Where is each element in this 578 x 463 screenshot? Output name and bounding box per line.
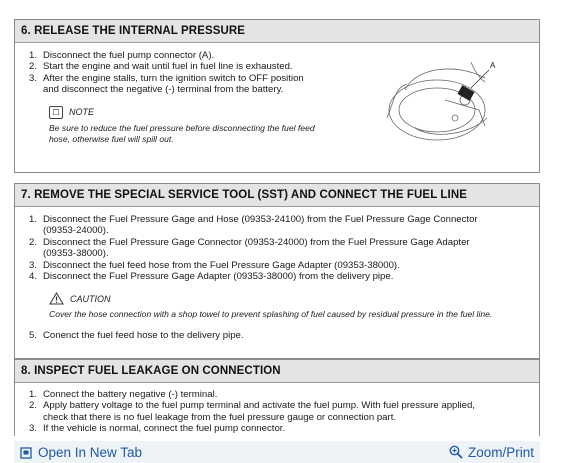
viewer-toolbar [14,441,540,463]
list-item: 5. Conenct the fuel feed hose to the delivery pipe. [29,330,244,342]
step-list [15,389,539,435]
list-item: 3. After the engine stalls, turn the ignition switch to OFF position and disconnect the negative (-) terminal from the battery. [29,72,304,96]
open-in-new-tab-label: Open In New Tab [38,444,143,460]
list-item: 3. Disconnect the fuel feed hose from the Fuel Pressure Gage Adapter (09353-38000). [29,259,400,271]
warning-triangle-icon [49,292,64,305]
list-item: 1. Connect the battery negative (-) terminal. [29,389,218,400]
section-title: 6. RELEASE THE INTERNAL PRESSURE [15,20,539,43]
step-list [15,214,539,282]
note-icon: ☐ [49,106,63,119]
zoom-print-link[interactable] [443,445,540,460]
list-item: 1. Disconnect the fuel pump connector (A). [29,50,215,61]
list-item: 3. If the vehicle is normal, connect the fuel pump connector. [29,423,286,435]
list-item: 2. Start the engine and wait until fuel in fuel line is exhausted. [29,61,293,73]
caution-heading: CAUTION [49,292,539,305]
note-heading: ☐ NOTE [49,106,539,119]
note-text: Be sure to reduce the fuel pressure before disconnecting the fuel feed hose, otherwise fuel will spill out. [49,122,315,144]
zoom-icon [449,445,463,459]
open-in-new-tab-link[interactable] [14,445,148,460]
manual-page [14,14,540,436]
section-title: 7. REMOVE THE SPECIAL SERVICE TOOL (SST) AND CONNECT THE FUEL LINE [15,184,539,207]
step-list-continued [15,330,539,341]
list-item: 2. Disconnect the Fuel Pressure Gage Connector (09353-24000) from the Fuel Pressure Gage Adapter (09353-38000). [29,236,470,260]
section-release-pressure [14,19,540,173]
section-inspect-leakage [14,359,540,436]
external-tab-icon [20,446,33,459]
caution-text: Cover the hose connection with a shop towel to prevent splashing of fuel caused by residual pressure in the fuel line. [49,309,493,320]
list-item: 2. Apply battery voltage to the fuel pump terminal and activate the fuel pump. With fuel pressure applied, check that there is no fuel leakage from the fuel pressure gauge or connection part. [29,400,475,423]
list-item: 4. Disconnect the Fuel Pressure Gage Adapter (09353-38000) from the delivery pipe. [29,271,394,283]
fuel-pump-figure [375,48,515,148]
section-remove-sst [14,183,540,359]
section-title: 8. INSPECT FUEL LEAKAGE ON CONNECTION [15,360,539,383]
figure-callout-label: A [490,61,496,70]
step-list [15,50,345,96]
zoom-print-label: Zoom/Print [467,444,534,460]
list-item: 1. Disconnect the Fuel Pressure Gage and Hose (09353-24100) from the Fuel Pressure Gage Connector (09353-24000). [29,214,478,237]
